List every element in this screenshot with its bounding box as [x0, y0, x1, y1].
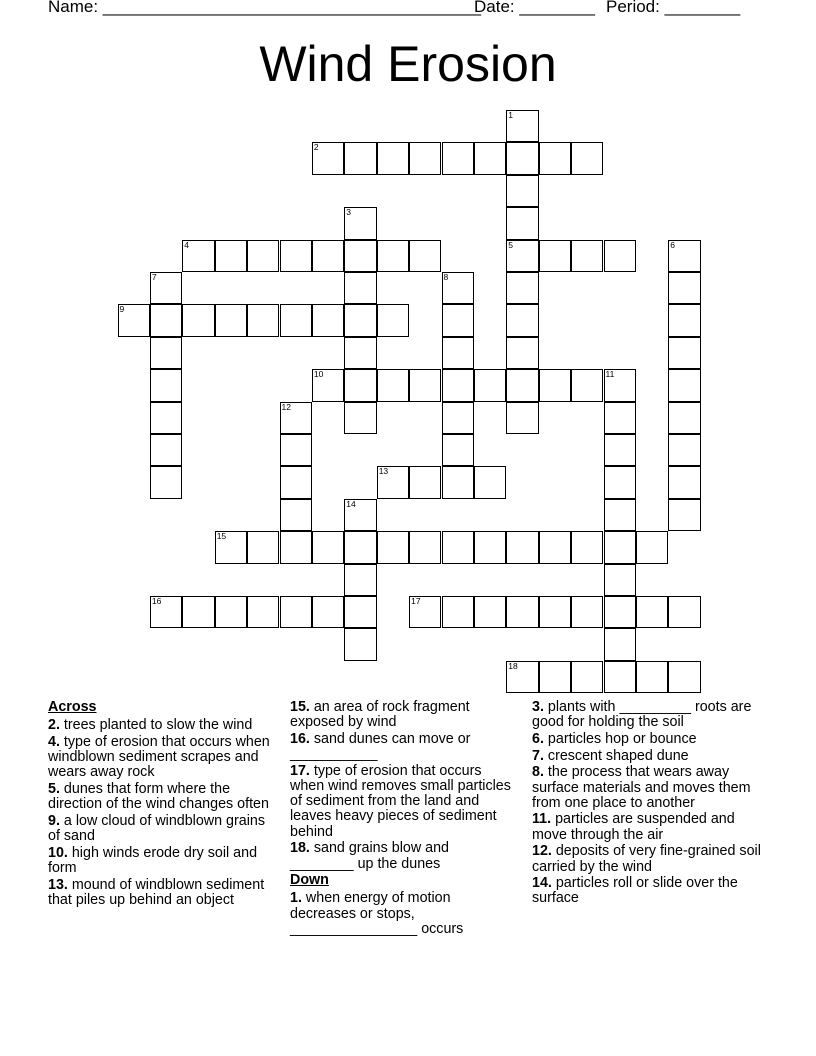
grid-cell[interactable] [571, 369, 603, 401]
grid-cell[interactable] [182, 304, 214, 336]
grid-cell[interactable] [280, 531, 312, 563]
grid-cell[interactable] [604, 402, 636, 434]
grid-cell[interactable] [668, 369, 700, 401]
clue-number-label: 14 [346, 498, 356, 509]
grid-cell[interactable] [604, 531, 636, 563]
grid-cell[interactable] [409, 466, 441, 498]
clue-number-label: 5 [508, 239, 514, 250]
grid-cell[interactable] [280, 304, 312, 336]
grid-cell[interactable] [409, 531, 441, 563]
grid-cell[interactable] [377, 142, 409, 174]
grid-cell[interactable] [344, 531, 376, 563]
clue-down-6: 6. particles hop or bounce [532, 730, 697, 747]
grid-cell[interactable] [344, 564, 376, 596]
grid-cell[interactable] [506, 207, 538, 239]
clue-down-7: 7. crescent shaped dune [532, 747, 689, 764]
grid-cell[interactable] [604, 661, 636, 693]
grid-cell[interactable] [150, 402, 182, 434]
grid-cell[interactable] [442, 434, 474, 466]
grid-cell[interactable] [506, 142, 538, 174]
grid-cell[interactable] [247, 304, 279, 336]
clue-across-18: 18. sand grains blow and ________ up the dunes [290, 840, 449, 872]
clue-across-13: 13. mound of windblown sediment that piles up behind an object [48, 876, 265, 908]
grid-cell[interactable] [344, 337, 376, 369]
grid-cell[interactable] [247, 240, 279, 272]
grid-cell[interactable] [215, 240, 247, 272]
grid-cell[interactable] [344, 628, 376, 660]
grid-cell[interactable] [506, 596, 538, 628]
grid-cell[interactable] [539, 240, 571, 272]
grid-cell[interactable] [539, 531, 571, 563]
grid-cell[interactable] [604, 596, 636, 628]
grid-cell[interactable] [604, 564, 636, 596]
grid-cell[interactable] [668, 499, 700, 531]
clues-column-1 [48, 700, 276, 910]
grid-cell[interactable] [312, 531, 344, 563]
grid-cell[interactable] [539, 142, 571, 174]
grid-cell[interactable] [344, 142, 376, 174]
grid-cell[interactable] [668, 402, 700, 434]
grid-cell[interactable] [571, 661, 603, 693]
grid-cell[interactable] [506, 402, 538, 434]
clue-across-10: 10. high winds erode dry soil and form [48, 844, 258, 877]
across-heading: Across [48, 699, 97, 715]
clue-across-2: 2. trees planted to slow the wind [48, 717, 253, 734]
clue-number-label: 16 [151, 596, 162, 606]
clue-number-label: 10 [313, 369, 324, 380]
grid-cell[interactable] [636, 531, 668, 563]
grid-cell[interactable] [280, 466, 312, 498]
grid-cell[interactable] [150, 466, 182, 498]
grid-cell[interactable] [442, 304, 474, 336]
clue-number-label: 9 [119, 304, 125, 315]
grid-cell[interactable] [280, 434, 312, 466]
grid-cell[interactable] [604, 434, 636, 466]
clue-number-label: 7 [151, 272, 157, 282]
clue-number-label: 12 [281, 401, 291, 412]
clue-across-17: 17. type of erosion that occurs when wind removes small particles of sediment from the land and leaves heavy pieces of sediment behind [290, 762, 511, 840]
grid-cell[interactable] [150, 337, 182, 369]
grid-cell[interactable] [668, 272, 700, 304]
clues-column-2 [290, 700, 512, 939]
grid-cell[interactable] [442, 596, 474, 628]
clue-down-1: 1. when energy of motion decreases or stops, ________________ occurs [290, 890, 464, 937]
grid-cell[interactable] [215, 304, 247, 336]
grid-cell[interactable] [377, 240, 409, 272]
grid-cell[interactable] [571, 531, 603, 563]
grid-cell[interactable] [409, 240, 441, 272]
grid-cell[interactable] [344, 272, 376, 304]
clue-across-16: 16. sand dunes can move or ___________ [290, 730, 471, 763]
clue-across-9: 9. a low cloud of windblown grains of sand [48, 812, 265, 845]
grid-cell[interactable] [668, 661, 700, 693]
grid-cell[interactable] [247, 596, 279, 628]
clue-down-11: 11. particles are suspended and move through the air [532, 811, 735, 843]
grid-cell[interactable] [539, 369, 571, 401]
clue-number-label: 11 [605, 369, 615, 380]
page-title: Wind Erosion [259, 36, 557, 92]
grid-cell[interactable] [539, 596, 571, 628]
grid-cell[interactable] [312, 240, 344, 272]
grid-cell[interactable] [506, 369, 538, 401]
clue-down-14: 14. particles roll or slide over the surface [532, 875, 738, 907]
clue-across-15: 15. an area of rock fragment exposed by wind [290, 699, 470, 731]
grid-cell[interactable] [280, 499, 312, 531]
grid-cell[interactable] [312, 304, 344, 336]
clue-number-label: 17 [411, 596, 421, 606]
date-field-label: Date: ________ [474, 0, 595, 16]
clue-across-4: 4. type of erosion that occurs when windblown sediment scrapes and wears away rock [48, 733, 270, 781]
grid-cell[interactable] [442, 337, 474, 369]
grid-cell[interactable] [506, 531, 538, 563]
grid-cell[interactable] [571, 142, 603, 174]
grid-cell[interactable] [668, 466, 700, 498]
grid-cell[interactable] [312, 596, 344, 628]
grid-cell[interactable] [474, 531, 506, 563]
grid-cell[interactable] [604, 466, 636, 498]
grid-cell[interactable] [636, 596, 668, 628]
grid-cell[interactable] [377, 304, 409, 336]
grid-cell[interactable] [636, 661, 668, 693]
down-heading: Down [290, 872, 329, 889]
grid-cell[interactable] [409, 142, 441, 174]
grid-cell[interactable] [474, 596, 506, 628]
clue-number-label: 4 [184, 239, 190, 250]
grid-cell[interactable] [604, 499, 636, 531]
grid-cell[interactable] [604, 240, 636, 272]
grid-cell[interactable] [506, 272, 538, 304]
clue-number-label: 1 [508, 110, 514, 120]
grid-cell[interactable] [668, 304, 700, 336]
grid-cell[interactable] [150, 369, 182, 401]
grid-cell[interactable] [344, 369, 376, 401]
grid-cell[interactable] [344, 304, 376, 336]
clue-across-5: 5. dunes that form where the direction of the wind changes often [48, 781, 269, 813]
grid-cell[interactable] [377, 531, 409, 563]
grid-cell[interactable] [442, 402, 474, 434]
grid-cell[interactable] [344, 240, 376, 272]
grid-cell[interactable] [442, 369, 474, 401]
grid-cell[interactable] [668, 596, 700, 628]
grid-cell[interactable] [280, 596, 312, 628]
grid-cell[interactable] [474, 142, 506, 174]
grid-cell[interactable] [571, 240, 603, 272]
grid-cell[interactable] [182, 596, 214, 628]
grid-cell[interactable] [150, 434, 182, 466]
clue-number-label: 18 [508, 660, 518, 671]
clue-number-label: 13 [378, 466, 389, 477]
grid-cell[interactable] [442, 466, 474, 498]
grid-cell[interactable] [506, 337, 538, 369]
grid-cell[interactable] [474, 369, 506, 401]
grid-cell[interactable] [442, 531, 474, 563]
clues-column-3 [532, 700, 764, 908]
clue-number-label: 8 [443, 272, 449, 282]
grid-cell[interactable] [377, 369, 409, 401]
clue-down-8: 8. the process that wears away surface materials and moves them from one place to another [532, 764, 751, 811]
grid-cell[interactable] [150, 304, 182, 336]
period-field-label: Period: ________ [606, 0, 741, 16]
grid-cell[interactable] [506, 175, 538, 207]
grid-cell[interactable] [474, 466, 506, 498]
grid-cell[interactable] [506, 304, 538, 336]
grid-cell[interactable] [604, 628, 636, 660]
grid-cell[interactable] [344, 596, 376, 628]
name-field-label: Name: ________________________________________ [48, 0, 481, 16]
grid-cell[interactable] [247, 531, 279, 563]
clue-number-label: 3 [346, 207, 352, 218]
grid-cell[interactable] [571, 596, 603, 628]
grid-cell[interactable] [344, 402, 376, 434]
grid-cell[interactable] [280, 240, 312, 272]
clue-number-label: 2 [313, 142, 319, 153]
clue-down-3: 3. plants with _________ roots are good for holding the soil [532, 699, 752, 731]
grid-cell[interactable] [539, 661, 571, 693]
grid-cell[interactable] [409, 369, 441, 401]
grid-cell[interactable] [442, 142, 474, 174]
clue-number-label: 6 [670, 239, 676, 250]
clue-number-label: 15 [216, 531, 227, 542]
clue-down-12: 12. deposits of very fine-grained soil carried by the wind [532, 843, 761, 875]
grid-cell[interactable] [668, 434, 700, 466]
grid-cell[interactable] [668, 337, 700, 369]
grid-cell[interactable] [215, 596, 247, 628]
